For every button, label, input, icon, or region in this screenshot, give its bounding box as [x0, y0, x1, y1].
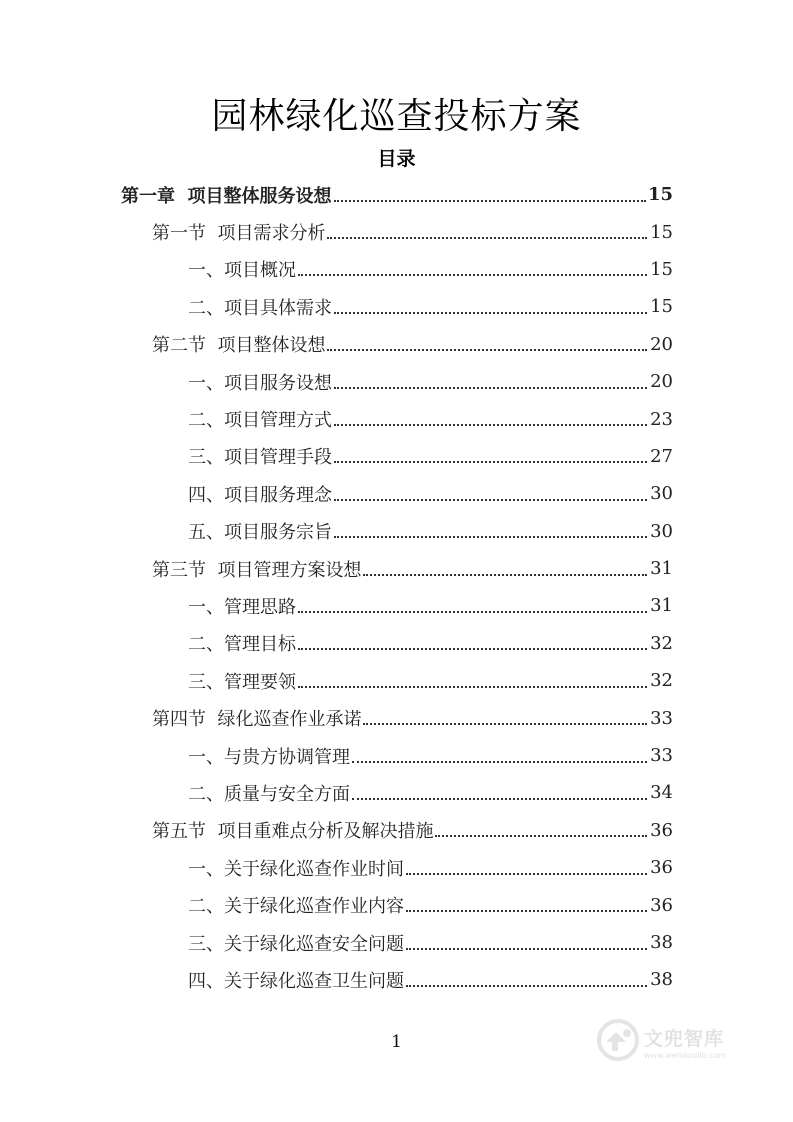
toc-entry-page: 38	[650, 932, 673, 953]
toc-entry[interactable]	[0, 550, 673, 587]
toc-entry[interactable]	[0, 475, 673, 512]
toc-entry[interactable]	[0, 176, 673, 213]
toc-entry[interactable]	[0, 363, 673, 400]
toc-entry-page: 33	[650, 707, 673, 729]
toc-entry-label: 三、项目管理手段	[188, 447, 332, 469]
toc-leader	[363, 723, 647, 725]
toc-leader	[406, 873, 647, 875]
toc-entry-label: 第三节 项目管理方案设想	[152, 559, 362, 581]
toc-entry-page: 30	[650, 520, 673, 542]
toc-entry-page: 33	[650, 745, 673, 767]
toc-leader	[435, 835, 647, 837]
toc-entry[interactable]	[0, 288, 673, 325]
toc-entry[interactable]	[0, 849, 673, 886]
toc-leader	[298, 611, 647, 613]
toc-entry-page: 36	[650, 819, 673, 841]
toc-entry-label: 一、关于绿化巡查作业时间	[188, 858, 404, 880]
toc-leader	[327, 349, 647, 351]
toc-entry[interactable]	[0, 924, 673, 961]
table-of-contents	[0, 176, 793, 999]
page-title: 园林绿化巡查投标方案	[211, 96, 582, 137]
watermark	[596, 1016, 766, 1068]
toc-entry[interactable]	[0, 400, 673, 437]
toc-entry[interactable]	[0, 662, 673, 699]
toc-entry-page: 27	[650, 445, 673, 467]
toc-entry-label: 三、关于绿化巡查安全问题	[188, 933, 404, 955]
toc-entry-page: 15	[650, 296, 673, 318]
toc-entry-page: 20	[650, 371, 673, 393]
toc-entry-label: 一、管理思路	[188, 596, 296, 618]
toc-leader	[298, 648, 647, 650]
toc-entry-label: 一、与贵方协调管理	[188, 746, 350, 768]
toc-entry[interactable]	[0, 886, 673, 923]
toc-leader	[334, 387, 647, 389]
toc-entry-label: 二、项目具体需求	[188, 297, 332, 319]
toc-entry-label: 一、项目概况	[188, 260, 296, 282]
toc-entry[interactable]	[0, 961, 673, 998]
watermark-name: 文兜智库	[644, 1028, 725, 1050]
toc-entry-label: 二、管理目标	[188, 634, 296, 656]
toc-entry[interactable]	[0, 326, 673, 363]
toc-entry-page: 36	[650, 894, 673, 916]
toc-leader	[298, 274, 647, 276]
toc-entry-page: 20	[650, 333, 673, 355]
toc-entry-page: 15	[650, 221, 673, 243]
toc-entry-label: 第一节 项目需求分析	[152, 223, 326, 245]
toc-entry-page: 38	[650, 969, 673, 991]
toc-leader	[298, 686, 647, 688]
toc-entry-page: 15	[650, 258, 673, 280]
toc-entry[interactable]	[0, 438, 673, 475]
toc-leader	[334, 200, 646, 202]
toc-leader	[334, 499, 647, 501]
toc-entry[interactable]	[0, 251, 673, 288]
toc-entry-page: 23	[650, 408, 673, 430]
toc-leader	[334, 536, 647, 538]
toc-entry-page: 31	[650, 558, 673, 580]
toc-entry[interactable]	[0, 587, 673, 624]
toc-entry[interactable]	[0, 737, 673, 774]
toc-entry-label: 二、关于绿化巡查作业内容	[188, 896, 404, 918]
wendou-logo-icon	[596, 1018, 640, 1066]
toc-entry-label: 四、项目服务理念	[188, 484, 332, 506]
watermark-url: www.wendoulib.com	[644, 1051, 727, 1060]
toc-entry-label: 二、项目管理方式	[188, 410, 332, 432]
toc-entry-page: 36	[650, 857, 673, 879]
toc-entry[interactable]	[0, 699, 673, 736]
toc-leader	[334, 461, 647, 463]
toc-leader	[327, 237, 647, 239]
toc-entry-label: 第四节 绿化巡查作业承诺	[152, 709, 362, 731]
toc-entry-page: 15	[647, 184, 673, 206]
toc-entry-label: 二、质量与安全方面	[188, 783, 350, 805]
toc-leader	[352, 798, 647, 800]
toc-entry[interactable]	[0, 812, 673, 849]
toc-entry[interactable]	[0, 513, 673, 550]
toc-entry-label: 第二节 项目整体设想	[152, 335, 326, 357]
toc-entry-label: 三、管理要领	[188, 671, 296, 693]
toc-leader	[363, 574, 647, 576]
toc-entry-label: 五、项目服务宗旨	[188, 522, 332, 544]
toc-entry-page: 30	[650, 483, 673, 505]
toc-entry-label: 第一章 项目整体服务设想	[121, 185, 332, 207]
toc-leader	[334, 312, 647, 314]
toc-entry-label: 第五节 项目重难点分析及解决措施	[152, 821, 434, 843]
toc-entry[interactable]	[0, 625, 673, 662]
toc-leader	[334, 424, 647, 426]
toc-heading: 目录	[377, 148, 416, 170]
toc-entry-page: 31	[650, 595, 673, 617]
toc-leader	[406, 910, 647, 912]
toc-entry-page: 32	[650, 670, 673, 692]
toc-leader	[406, 985, 647, 987]
toc-entry[interactable]	[0, 774, 673, 811]
toc-entry[interactable]	[0, 213, 673, 250]
toc-entry-page: 34	[650, 782, 673, 804]
page-number: 1	[391, 1032, 402, 1052]
toc-leader	[352, 761, 647, 763]
toc-entry-label: 一、项目服务设想	[188, 372, 332, 394]
toc-entry-page: 32	[650, 632, 673, 654]
toc-entry-label: 四、关于绿化巡查卫生问题	[188, 970, 404, 992]
toc-leader	[406, 948, 647, 950]
